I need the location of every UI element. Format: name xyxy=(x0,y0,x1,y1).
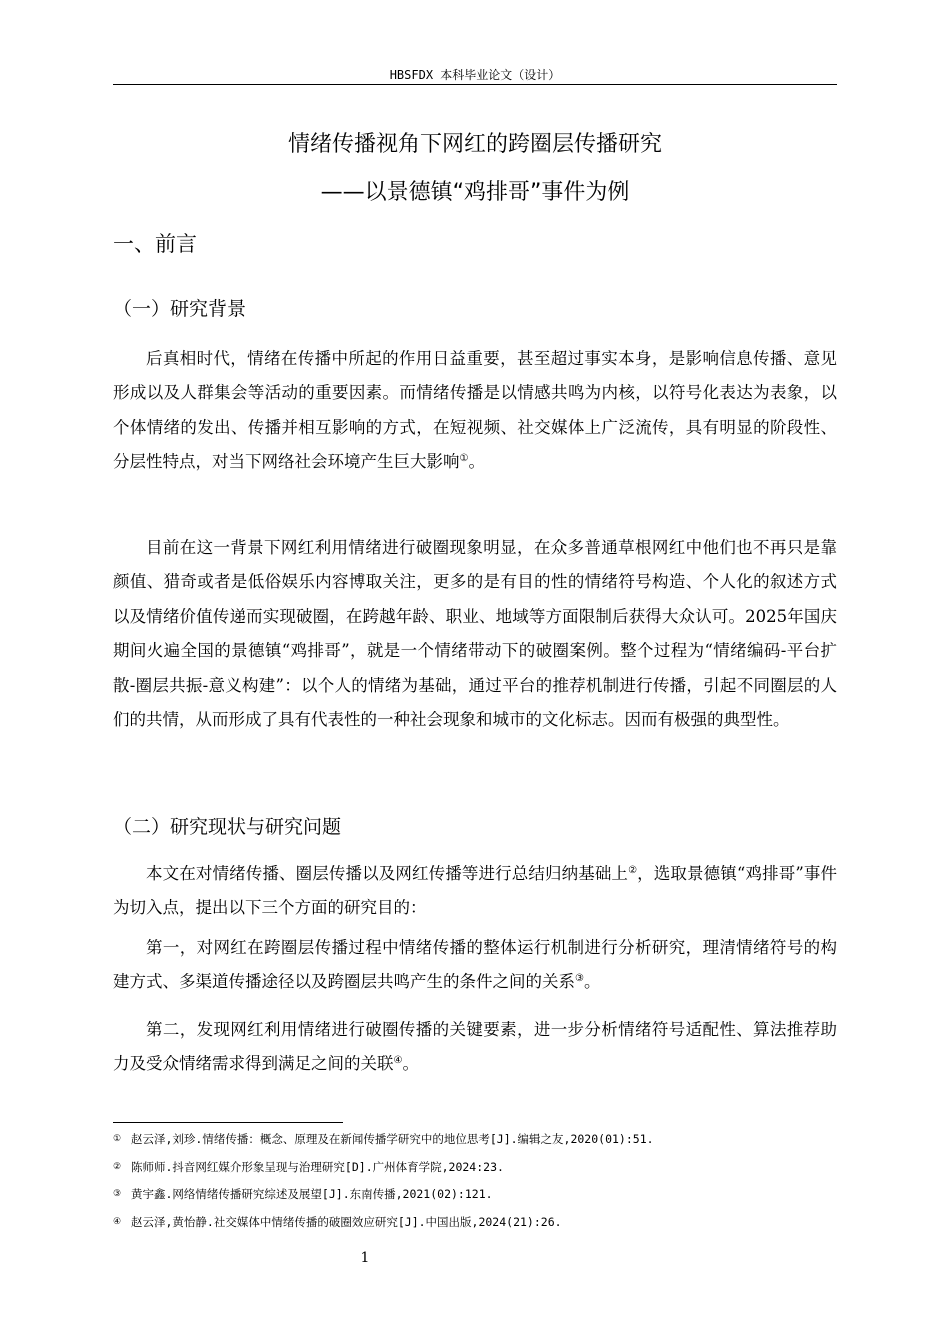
paragraph-status-2 xyxy=(113,931,837,1000)
paper-subtitle: ——以景德镇“鸡排哥”事件为例 xyxy=(320,180,630,205)
header-rule xyxy=(113,84,837,85)
subsection-heading-status: （二）研究现状与研究问题 xyxy=(113,816,342,838)
footnote-rule xyxy=(113,1122,343,1123)
footnote-ref-2[interactable]: ② xyxy=(628,865,638,876)
paragraph-end: 。 xyxy=(402,1054,419,1074)
footnote-2 xyxy=(113,1159,837,1175)
footnote-text: 黄宇鑫.网络情绪传播研究综述及展望[J].东南传播,2021(02):121. xyxy=(131,1187,493,1201)
footnote-mark: ④ xyxy=(113,1217,122,1227)
paragraph-status-3 xyxy=(113,1013,837,1082)
footnote-mark: ① xyxy=(113,1134,122,1144)
paragraph-end: 。 xyxy=(468,452,485,472)
footnote-text: 陈师师.抖音网红媒介形象呈现与治理研究[D].广州体育学院,2024:23. xyxy=(131,1160,504,1174)
paragraph-text: 第一，对网红在跨圈层传播过程中情绪传播的整体运行机制进行分析研究，理清情绪符号的构建方式、多渠道传播途径以及跨圈层共鸣产生的条件之间的关系 xyxy=(113,938,837,992)
paragraph-status-1 xyxy=(113,857,837,926)
footnote-4 xyxy=(113,1214,837,1230)
paragraph-end: 。 xyxy=(583,972,601,992)
paragraph-text: 后真相时代，情绪在传播中所起的作用日益重要，甚至超过事实本身，是影响信息传播、意见形成以及人群集会等活动的重要因素。而情绪传播是以情感共鸣为内核，以符号化表达为表象，以个体情绪的发出、传播并相互影响的方式，在短视频、社交媒体上广泛流传，具有明显的阶段性、分层性特点，对当下网络社会环境产生巨大影响 xyxy=(113,349,837,472)
section-heading-preface: 一、前言 xyxy=(113,232,197,256)
footnote-ref-3[interactable]: ③ xyxy=(575,973,584,985)
paragraph-text: 本文在对情绪传播、圈层传播以及网红传播等进行总结归纳基础上 xyxy=(146,864,629,883)
footnote-ref-4[interactable]: ④ xyxy=(393,1055,403,1067)
footnote-1 xyxy=(113,1131,837,1147)
footnote-ref-1[interactable]: ① xyxy=(459,453,469,465)
footnote-mark: ③ xyxy=(113,1189,122,1199)
paper-title: 情绪传播视角下网红的跨圈层传播研究 xyxy=(287,132,662,157)
paragraph-text: 第二，发现网红利用情绪进行破圈传播的关键要素，进一步分析情绪符号适配性、算法推荐助力及受众情绪需求得到满足之间的关联 xyxy=(113,1020,837,1074)
paragraph-end: ，选取景德镇“鸡排哥”事件为切入点，提出以下三个方面的研究目的： xyxy=(113,864,838,918)
page-number: 1 xyxy=(360,1250,370,1266)
subsection-heading-background: （一）研究背景 xyxy=(113,298,247,320)
footnote-text: 赵云泽,黄怡静.社交媒体中情绪传播的破圈效应研究[J].中国出版,2024(21):26. xyxy=(131,1215,562,1229)
paragraph-background-1 xyxy=(113,342,837,480)
footnote-mark: ② xyxy=(113,1162,122,1172)
page-header: HBSFDX 本科毕业论文（设计） xyxy=(389,68,561,82)
paragraph-text: 目前在这一背景下网红利用情绪进行破圈现象明显，在众多普通草根网红中他们也不再只是靠颜值、猎奇或者是低俗娱乐内容博取关注，更多的是有目的性的情绪符号构造、个人化的叙述方式以及情绪价值传递而实现破圈，在跨越年龄、职业、地域等方面限制后获得大众认可。2025年国庆期间火遍全国的景德镇“鸡排哥”，就是一个情绪带动下的破圈案例。整个过程为“情绪编码-平台扩散-圈层共振-意义构建”：以个人的情绪为基础，通过平台的推荐机制进行传播，引起不同圈层的人们的共情，从而形成了具有代表性的一种社会现象和城市的文化标志。因而有极强的典型性。 xyxy=(113,538,837,730)
paragraph-background-2 xyxy=(113,531,837,737)
footnote-3 xyxy=(113,1186,837,1202)
footnote-text: 赵云泽,刘珍.情绪传播：概念、原理及在新闻传播学研究中的地位思考[J].编辑之友,2020(01):51. xyxy=(131,1132,654,1146)
